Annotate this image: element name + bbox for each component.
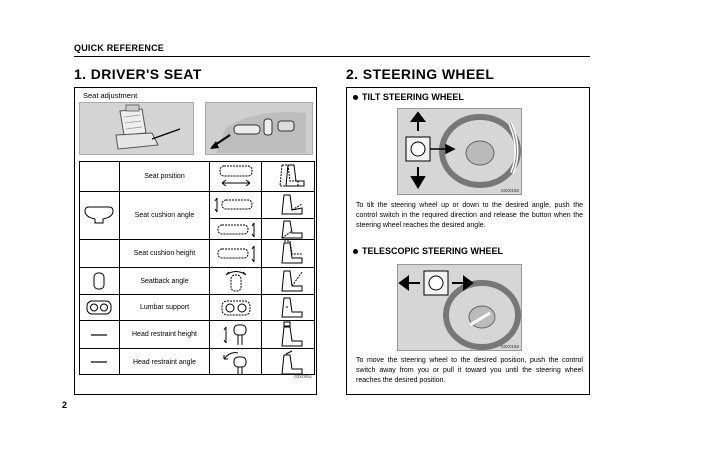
- section-title-drivers-seat: 1. DRIVER'S SEAT: [74, 66, 202, 82]
- row-label: Head restraint angle: [119, 349, 209, 375]
- page-header: QUICK REFERENCE: [74, 43, 165, 53]
- row-label: Seatback angle: [119, 268, 209, 294]
- row-label: Seat position: [119, 161, 209, 191]
- tilt-title-text: TILT STEERING WHEEL: [362, 92, 464, 102]
- steering-wheel-panel: [346, 87, 590, 395]
- telescopic-steering-title: [353, 246, 503, 256]
- seat-switch-photo: [205, 102, 313, 155]
- row-label: Seat cushion height: [119, 240, 209, 267]
- header-rule: [74, 56, 590, 57]
- telescopic-steering-photo: [397, 264, 522, 351]
- table-border: [79, 161, 315, 375]
- bullet-icon: [353, 95, 358, 100]
- tilt-steering-photo: [397, 108, 522, 195]
- tilt-steering-title: [353, 92, 464, 102]
- page-number: 2: [62, 400, 68, 410]
- bullet-icon: [353, 249, 358, 254]
- seat-adjustment-label: Seat adjustment: [83, 91, 138, 100]
- row-label: Lumbar support: [119, 295, 209, 320]
- row-label: Head restraint height: [119, 321, 209, 348]
- seat-image-code: 03X005c: [294, 374, 312, 379]
- drivers-seat-panel: [74, 87, 317, 395]
- tilt-image-code: 03X0155: [500, 188, 519, 193]
- telescopic-description: To move the steering wheel to the desired position, push the control switch away from you or pull it toward you until the steering wheel reaches the desired position.: [356, 357, 583, 384]
- telescopic-title-text: TELESCOPIC STEERING WHEEL: [362, 246, 504, 256]
- tilt-description: To tilt the steering wheel up or down to the desired angle, push the control switch in the required direction and release the button when the steering wheel reaches the desired angle.: [356, 202, 583, 229]
- section-title-steering-wheel: 2. STEERING WHEEL: [346, 66, 495, 82]
- row-label: Seat cushion angle: [119, 192, 209, 239]
- seat-photo: [79, 102, 194, 155]
- telescopic-image-code: 03X0156: [500, 344, 519, 349]
